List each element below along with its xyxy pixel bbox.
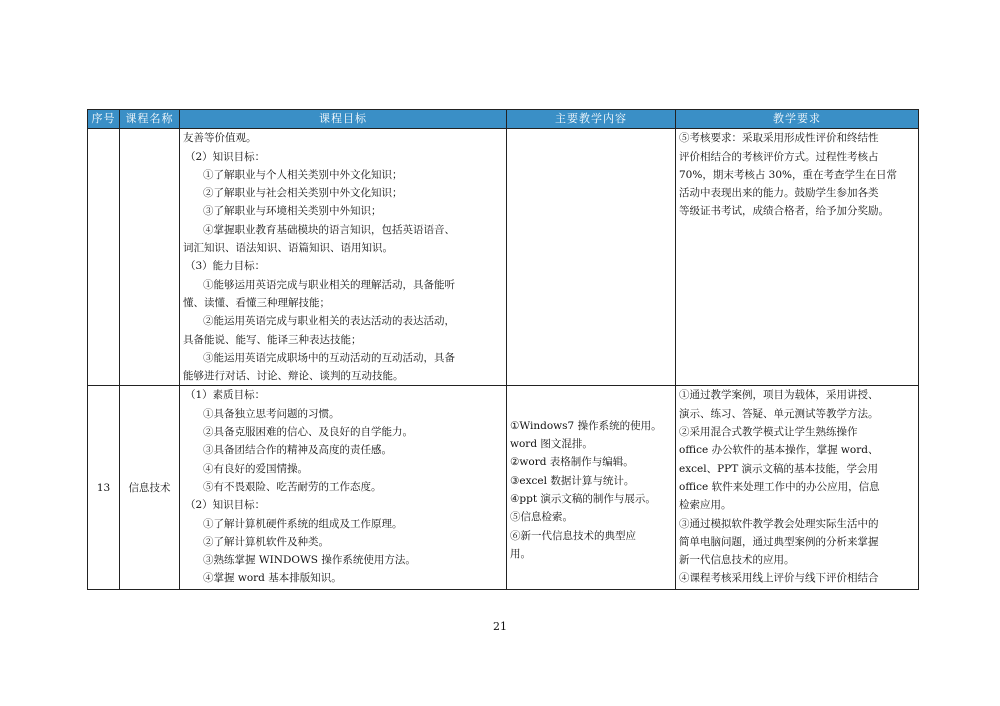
requirement-line: 活动中表现出来的能力。鼓励学生参加各类: [679, 187, 879, 200]
content-line: ③excel 数据计算与统计。: [510, 474, 635, 487]
requirement-line: ①通过教学案例，项目为载体，采用讲授、: [679, 389, 879, 402]
goal-line: ②能运用英语完成与职业相关的表达活动的表达活动，: [203, 315, 455, 328]
goal-line: 懂、读懂、看懂三种理解技能；: [183, 296, 330, 309]
content-line: ⑤信息检索。: [510, 511, 573, 524]
page-number: 21: [493, 620, 507, 633]
table-row: [88, 386, 919, 590]
requirement-line: office 办公软件的基本操作，掌握 word、: [679, 444, 879, 457]
goal-line: ①了解计算机硬件系统的组成及工作原理。: [203, 517, 403, 530]
goal-line: ④掌握职业教育基础模块的语言知识，包括英语语音、: [203, 223, 455, 236]
goal-heading: （3）能力目标：: [185, 260, 266, 273]
requirement-line: 新一代信息技术的应用。: [679, 554, 795, 567]
goal-line: 友善等价值观。: [183, 132, 257, 145]
cell-goals: [180, 129, 507, 386]
cell-course: [120, 129, 180, 386]
content-line: word 图文混排。: [510, 438, 593, 451]
goal-line: ③了解职业与环境相关类别中外知识；: [203, 205, 382, 218]
content-line: ①Windows7 操作系统的使用。: [510, 419, 662, 432]
requirement-line: ④课程考核采用线上评价与线下评价相结合: [679, 572, 879, 585]
requirement-line: 检索应用。: [679, 499, 732, 512]
goal-line: ③具备团结合作的精神及高度的责任感。: [203, 444, 392, 457]
content-line: 用。: [510, 547, 531, 560]
goal-heading: （2）知识目标：: [185, 150, 266, 163]
requirement-line: excel、PPT 演示文稿的基本技能，学会用: [679, 462, 879, 475]
cell-no: [88, 129, 120, 386]
goal-line: ①了解职业与个人相关类别中外文化知识；: [203, 168, 403, 181]
goal-line: ②具备克服困难的信心、及良好的自学能力。: [203, 426, 413, 439]
goal-line: ③熟练掌握 WINDOWS 操作系统使用方法。: [203, 554, 416, 567]
content-line: ②word 表格制作与编辑。: [510, 456, 634, 469]
goal-line: ①具备独立思考问题的习惯。: [203, 407, 340, 420]
requirement-line: office 软件来处理工作中的办公应用，信息: [679, 480, 880, 493]
header-goals: 课程目标: [180, 110, 507, 129]
cell-requirements: [676, 129, 919, 386]
cell-requirements: [676, 386, 919, 590]
goal-line: 具备能说、能写、能译三种表达技能；: [183, 333, 362, 346]
goal-line: 能够进行对话、讨论、辩论、谈判的互动技能。: [183, 370, 404, 383]
cell-content: [507, 386, 676, 590]
cell-course: 信息技术: [120, 386, 180, 590]
requirement-line: 演示、练习、答疑、单元测试等教学方法。: [679, 407, 879, 420]
requirement-line: ②采用混合式教学模式让学生熟练操作: [679, 426, 858, 439]
header-content: 主要教学内容: [507, 110, 676, 129]
requirement-line: 简单电脑问题，通过典型案例的分析来掌握: [679, 535, 879, 548]
requirement-line: ⑤考核要求：采取采用形成性评价和终结性: [679, 132, 879, 145]
goal-heading: （1）素质目标：: [185, 389, 266, 402]
content-line: ⑥新一代信息技术的典型应: [510, 529, 636, 542]
requirement-line: 70%，期末考核占 30%，重在考查学生在日常: [679, 168, 898, 181]
requirement-line: ③通过模拟软件教学教会处理实际生活中的: [679, 517, 879, 530]
goal-heading: （2）知识目标：: [185, 499, 266, 512]
goal-line: 词汇知识、语法知识、语篇知识、语用知识。: [183, 242, 393, 255]
course-table: [87, 109, 919, 590]
header-no: 序号: [88, 110, 120, 129]
goal-line: ①能够运用英语完成与职业相关的理解活动，具备能听: [203, 278, 455, 291]
table-header-row: [88, 110, 919, 129]
goal-line: ③能运用英语完成职场中的互动活动的互动活动，具备: [203, 351, 455, 364]
cell-content: [507, 129, 676, 386]
goal-line: ②了解职业与社会相关类别中外文化知识；: [203, 187, 403, 200]
requirement-line: 评价相结合的考核评价方式。过程性考核占: [679, 150, 879, 163]
header-course: 课程名称: [120, 110, 180, 129]
table-row: [88, 129, 919, 386]
goal-line: ⑤有不畏艰险、吃苦耐劳的工作态度。: [203, 480, 382, 493]
cell-goals: [180, 386, 507, 590]
goal-line: ②了解计算机软件及种类。: [203, 535, 329, 548]
cell-no: 13: [88, 386, 120, 590]
content-line: ④ppt 演示文稿的制作与展示。: [510, 492, 656, 505]
goal-line: ④有良好的爱国情操。: [203, 462, 308, 475]
requirement-line: 等级证书考试，成绩合格者，给予加分奖励。: [679, 205, 889, 218]
header-requirements: 教学要求: [676, 110, 919, 129]
goal-line: ④掌握 word 基本排版知识。: [203, 572, 342, 585]
